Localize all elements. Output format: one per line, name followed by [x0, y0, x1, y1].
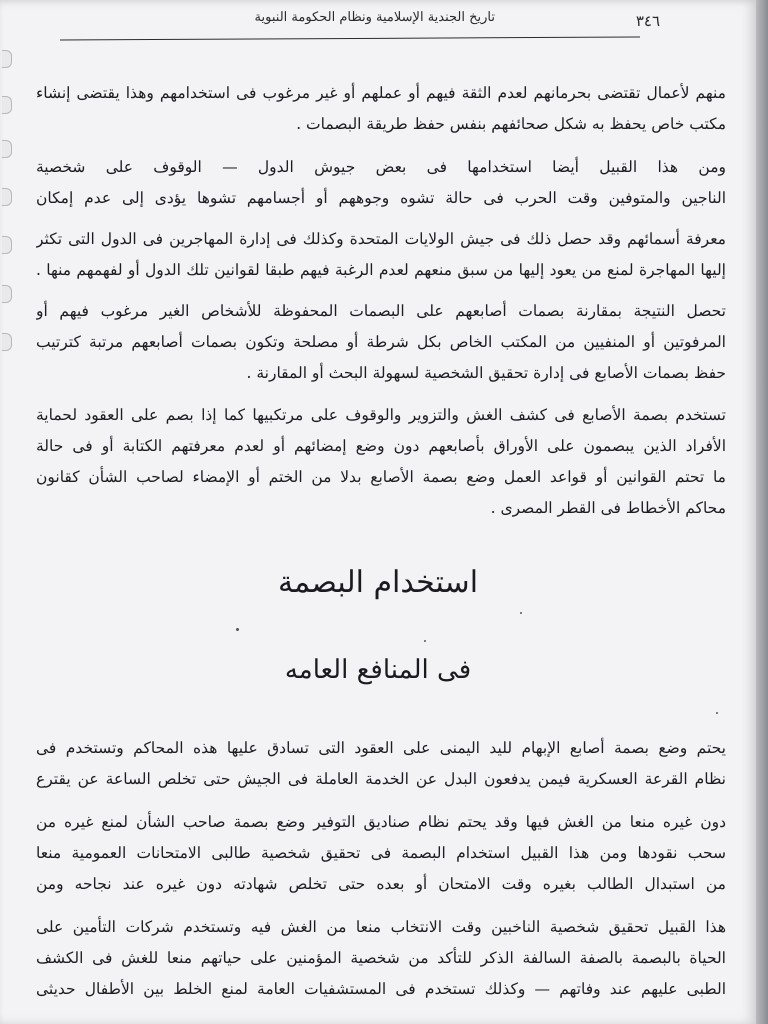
section-subheading: فى المنافع العامه — [284, 655, 472, 685]
text-line: حفظ بصمات الأصابع فى إدارة تحقيق الشخصية لسهولة البحث أو المقارنة . — [246, 364, 726, 382]
text-line: ومن هذا القبيل أيضا استخدامها فى بعض جيوش الدول — الوقوف على شخصية — [36, 158, 726, 176]
binding-ring — [2, 50, 12, 68]
binding-ring — [2, 285, 12, 303]
text-line: تحصل النتيجة بمقارنة بصمات أصابعهم على البصمات المحفوظة للأشخاص الغير مرغوب فيهم أو — [36, 302, 726, 320]
header-rule — [60, 36, 640, 40]
text-line: من استبدال الطالب بغيره وقت الامتحان أو بعده حتى تخلص شهادته دون غيره عند نجاحه ومن — [36, 875, 726, 893]
text-line: يحتم وضع بصمة أصابع الإبهام لليد اليمنى على العقود التى تسادق عليها هذه المحاكم وتستخدم فى — [36, 739, 726, 757]
paragraph-2 — [36, 152, 726, 286]
paragraph-3 — [36, 296, 726, 389]
text-line: معرفة أسمائهم وقد حصل ذلك فى جيش الولايات المتحدة وكذلك فى إدارة المهاجرين فى الدول التى تكثر — [36, 230, 726, 248]
paragraph-4 — [36, 400, 726, 524]
page-edge — [756, 0, 768, 1024]
text-line: مكتب خاص يحفظ به شكل صحائفهم بنفس حفظ طريقة البصمات . — [296, 115, 726, 133]
text-line: الطبى عليهم عند وفاتهم — وكذلك تستخدم فى المستشفيات العامة لمنع الخلط بين الأطفال حديثى — [36, 980, 726, 998]
scan-speck — [716, 712, 718, 714]
binding-ring — [2, 96, 12, 114]
binding-ring — [2, 188, 12, 206]
scan-speck — [520, 612, 522, 614]
text-line: تستخدم بصمة الأصابع فى كشف الغش والتزوير والوقوف على مرتكبيها كما إذا بصم على العقود لحماية — [36, 406, 726, 424]
scan-speck — [424, 640, 426, 642]
text-line: ما تحتم القوانين أو قواعد العمل وضع بصمة الأصابع بدلا من الختم أو الإمضاء لصاحب الشأن كقانون — [36, 468, 726, 486]
text-line: دون غيره منعا من الغش فيها وقد يحتم نظام صناديق التوفير وضع بصمة صاحب الشأن لمنع غيره من — [36, 813, 726, 831]
text-line: الحياة بالبصمة بالصفة السالفة الذكر للتأكد من شخصية المؤمنين على حياتهم منعا للغش فى الكشف — [36, 949, 726, 967]
section-heading: استخدام البصمة — [277, 565, 479, 600]
text-line: الأفراد الذين يبصمون على الأوراق بأصابعهم دون وضع إمضائهم أو لعدم معرفتهم الكتابة أو فى حالة — [36, 437, 726, 455]
text-line: هذا القبيل تحقيق شخصية الناخبين وقت الانتخاب منعا من الغش فيه وتستخدم شركات التأمين على — [36, 918, 726, 936]
binding-ring — [2, 236, 12, 254]
page-header — [60, 6, 660, 36]
paragraph-5 — [36, 733, 726, 1005]
paragraph-1 — [36, 78, 726, 140]
page-number: ٣٤٦ — [635, 12, 660, 30]
spiral-binding — [0, 0, 14, 1024]
binding-ring — [2, 333, 12, 351]
text-line: منهم لأعمال تقتضى بحرمانهم لعدم الثقة فيهم أو عملهم أو غير مرغوب فى استخدامهم وهذا يقتضى إنشاء — [36, 84, 726, 102]
running-title: تاريخ الجندية الإسلامية ونظام الحكومة النبوية — [254, 10, 495, 25]
text-line: نظام القرعة العسكرية فيمن يدفعون البدل عن الخدمة العاملة فى الجيش حتى تخلص الساعة عن يقترع — [36, 770, 726, 788]
text-line: المرفوتين أو المنفيين من المكتب الخاص بكل شرطة أو مصلحة وتكون بصمات أصابعهم مرتبة كترتيب — [36, 333, 726, 351]
text-line: سحب نقودها ومن هذا القبيل استخدام البصمة فى تحقيق شخصية طالبى الامتحانات العمومية منعا — [36, 844, 726, 862]
scan-speck — [236, 628, 239, 631]
text-line: محاكم الأخطاط فى القطر المصرى . — [490, 499, 726, 517]
text-line: إليها المهاجرة لمنع من يعود إليها من سبق منعهم لعدم الرغبة فيهم طبقا لقوانين تلك الدول أو لفهمهم منها . — [36, 261, 726, 279]
text-line: الناجين والمتوفين وقت الحرب فى حالة تشوه وجوههم أو أجسامهم تشوها يؤدى إلى عدم إمكان — [36, 189, 726, 207]
binding-ring — [2, 140, 12, 158]
